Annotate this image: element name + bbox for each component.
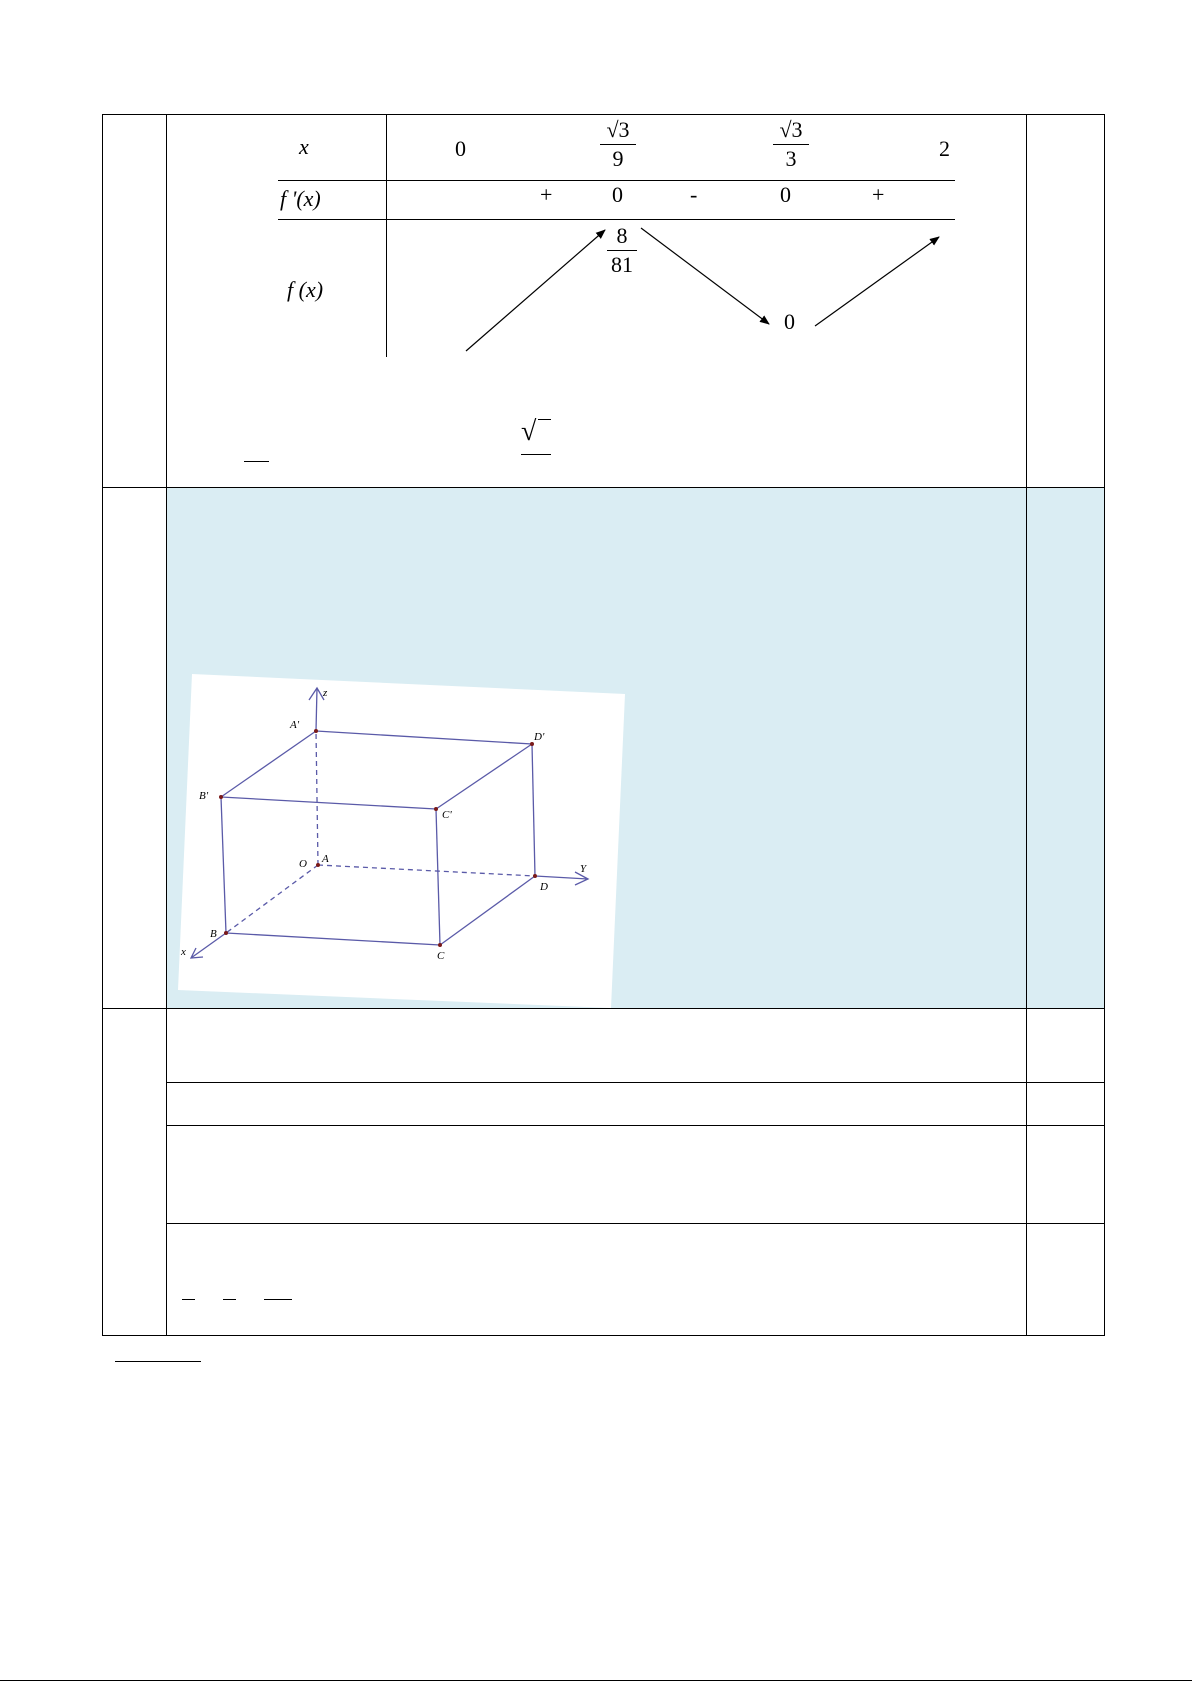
sqrt-underline-fragment xyxy=(521,454,551,455)
subrow-divider-2 xyxy=(166,1125,1105,1126)
vt-x-end: 2 xyxy=(939,136,950,161)
figure-background xyxy=(178,674,625,1008)
fraction-bar-fragment-4 xyxy=(264,1299,292,1300)
table-right-border-row2 xyxy=(1104,487,1105,1009)
table-left-border-row2 xyxy=(102,487,103,1009)
point-bprime xyxy=(219,795,223,799)
point-cprime xyxy=(434,807,438,811)
table-bottom-border xyxy=(102,1335,1105,1336)
point-a xyxy=(316,863,320,867)
table-col1-divider-row3 xyxy=(166,1008,167,1336)
vt-f-label: f (x) xyxy=(287,277,324,302)
vt-arrow-up-2 xyxy=(815,237,939,326)
vt-sign-2: - xyxy=(690,182,698,207)
row2-shaded-score-cell xyxy=(1027,488,1104,1008)
label-x: x xyxy=(181,946,186,958)
label-o: O xyxy=(299,858,307,870)
label-a: A xyxy=(322,853,329,865)
vt-zero-1: 0 xyxy=(612,182,623,207)
subrow-divider-1 xyxy=(166,1082,1105,1083)
vt-x-start: 0 xyxy=(455,136,466,161)
fraction-bar-fragment-3 xyxy=(223,1299,236,1300)
vt-f-max-den: 81 xyxy=(611,252,633,277)
footer-rule xyxy=(0,1680,1192,1681)
label-c: C xyxy=(437,950,445,962)
table-right-border-row3 xyxy=(1104,1008,1105,1336)
vt-sign-1: + xyxy=(540,182,553,207)
point-aprime xyxy=(314,729,318,733)
table-col1-divider-row2 xyxy=(166,487,167,1009)
point-b xyxy=(224,931,228,935)
point-d xyxy=(533,874,537,878)
cube-figure-svg xyxy=(170,668,630,1008)
vt-fprime-label: f '(x) xyxy=(280,186,321,211)
vt-f-min: 0 xyxy=(784,309,795,334)
vt-x-label: x xyxy=(299,134,309,159)
vt-x-crit1-den: 9 xyxy=(612,146,624,171)
vt-arrows xyxy=(0,0,1192,400)
sqrt-fragment: √ xyxy=(521,416,537,447)
table-col2-divider-row2 xyxy=(1026,487,1027,1009)
label-dprime: D' xyxy=(534,731,545,743)
label-aprime: A' xyxy=(290,719,300,731)
fraction-bar-fragment-2 xyxy=(182,1299,195,1300)
label-b: B xyxy=(210,928,217,940)
vt-zero-2: 0 xyxy=(780,182,791,207)
label-d: D xyxy=(540,881,548,893)
fraction-bar-fragment xyxy=(244,461,269,462)
label-bprime: B' xyxy=(199,790,209,802)
sqrt-overline-fragment xyxy=(538,419,551,420)
label-cprime: C' xyxy=(442,809,452,821)
vt-x-crit2-num: √3 xyxy=(779,117,803,142)
row2-bottom-border xyxy=(102,1008,1105,1009)
subrow-divider-3 xyxy=(166,1223,1105,1224)
point-c xyxy=(438,943,442,947)
table-left-border-row3 xyxy=(102,1008,103,1336)
vt-f-max-num: 8 xyxy=(616,223,628,248)
table-col2-divider-row3 xyxy=(1026,1008,1027,1336)
vt-x-crit2-den: 3 xyxy=(785,146,797,171)
vt-sign-3: + xyxy=(872,182,885,207)
vt-x-crit1-num: √3 xyxy=(606,117,630,142)
vt-arrow-up-1 xyxy=(466,230,605,351)
label-z: z xyxy=(323,687,328,699)
label-y: Y xyxy=(580,863,587,875)
footnote-rule xyxy=(115,1361,201,1362)
vt-arrow-down xyxy=(641,228,769,324)
